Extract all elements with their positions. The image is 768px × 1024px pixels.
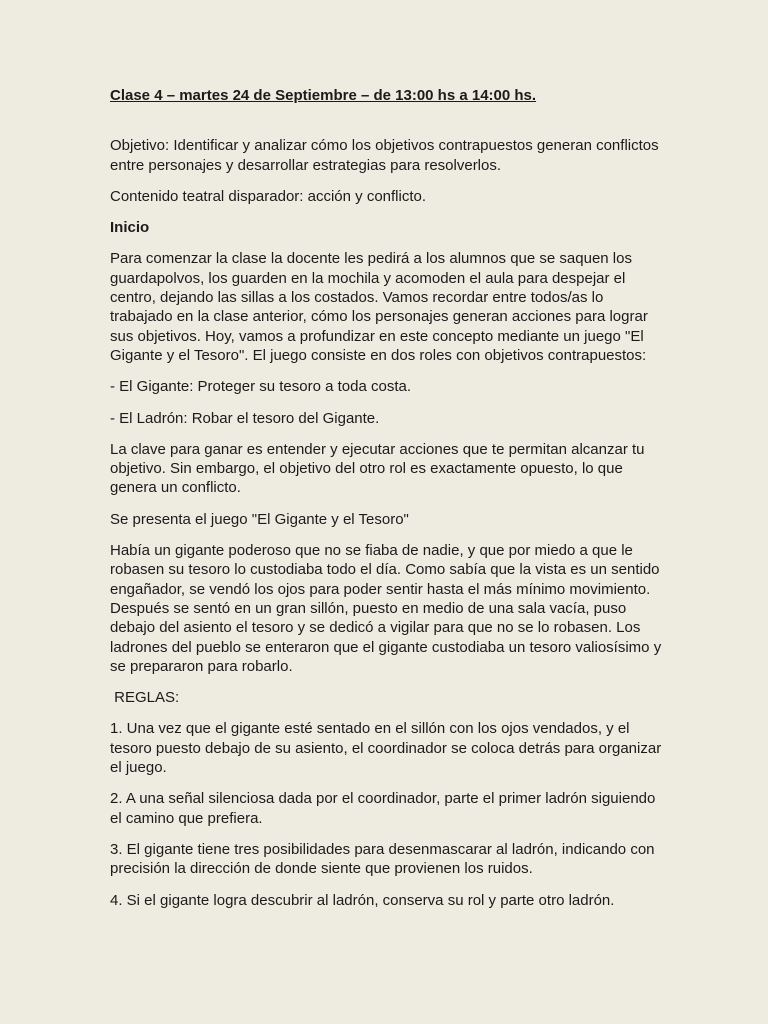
story-paragraph: Había un gigante poderoso que no se fiaba de nadie, y que por miedo a que le robasen su tesoro lo custodiaba todo el día. Como sabía que la vista es un sentido engañador, se vendó los ojos para poder sentir hasta el más mínimo movimiento. Después se sentó en un gran sillón, puesto en medio de una sala vacía, puso debajo del asiento el tesoro y se dedicó a vigilar para que no se lo robasen. Los ladrones del pueblo se enteraron que el gigante custodiaba un tesoro valiosísimo y se prepararon para robarlo. <box>110 542 666 675</box>
content-paragraph: Contenido teatral disparador: acción y conflicto. <box>110 187 427 205</box>
rule-2: 2. A una señal silenciosa dada por el coordinador, parte el primer ladrón siguiendo el camino que prefiera. <box>110 790 660 827</box>
intro-paragraph: Para comenzar la clase la docente les pedirá a los alumnos que se saquen los guardapolvos, los guarden en la mochila y acomoden el aula para despejar el centro, dejando las sillas a los costados. Vamos recordar entre todos/as lo trabajado en la clase anterior, cómo los personajes generan acciones para lograr sus objetivos. Hoy, vamos a profundizar en este concepto mediante un juego "El Gigante y el Tesoro". El juego consiste en dos roles con objetivos contrapuestos: <box>110 250 652 364</box>
inicio-heading: Inicio <box>110 219 150 237</box>
key-paragraph: La clave para ganar es entender y ejecutar acciones que te permitan alcanzar tu objetivo. Sin embargo, el objetivo del otro rol es exactamente opuesto, lo que genera un conflicto. <box>110 440 649 497</box>
objective-paragraph: Objetivo: Identificar y analizar cómo los objetivos contrapuestos generan conflictos entre personajes y desarrollar estrategias para resolverlos. <box>110 137 663 174</box>
document-body <box>110 86 670 922</box>
role-thief: - El Ladrón: Robar el tesoro del Gigante. <box>110 409 380 427</box>
role-giant: - El Gigante: Proteger su tesoro a toda costa. <box>110 378 411 396</box>
game-intro-paragraph: Se presenta el juego "El Gigante y el Tesoro" <box>110 510 409 528</box>
rule-3: 3. El gigante tiene tres posibilidades para desenmascarar al ladrón, indicando con precisión la dirección de donde siente que provienen los ruidos. <box>110 840 659 878</box>
rules-heading: REGLAS: <box>110 689 180 707</box>
class-title: Clase 4 – martes 24 de Septiembre – de 13:00 hs a 14:00 hs. <box>110 87 537 104</box>
rule-4: 4. Si el gigante logra descubrir al ladrón, conserva su rol y parte otro ladrón. <box>110 891 615 909</box>
rule-1: 1. Una vez que el gigante esté sentado en el sillón con los ojos vendados, y el tesoro puesto debajo de su asiento, el coordinador se coloca detrás para organizar el juego. <box>110 720 666 777</box>
